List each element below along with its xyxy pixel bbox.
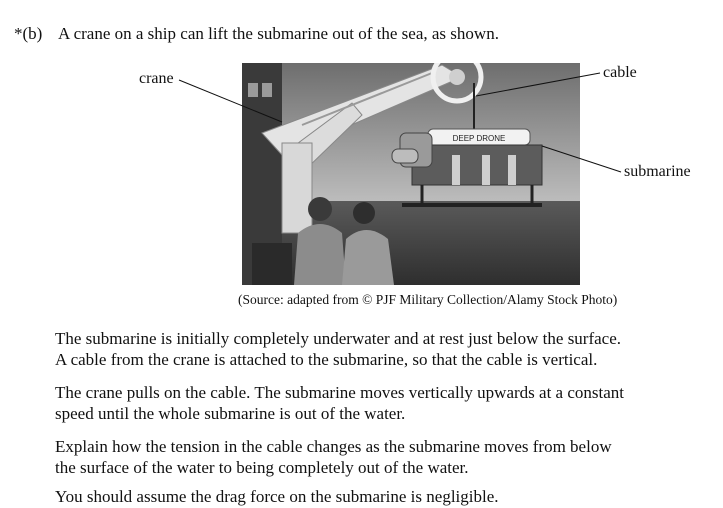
photo-caption: (Source: adapted from © PJF Military Collection/Alamy Stock Photo) [238,292,618,307]
photo-illustration [242,63,580,285]
vehicle-name-text: DEEP DRONE [452,134,506,143]
crane-submarine-photo [242,63,580,285]
question-number: *(b) [14,24,43,43]
crane-label: crane [139,70,174,87]
paragraph-3 [55,436,695,478]
question-heading [14,24,499,44]
question-intro: A crane on a ship can lift the submarine out of the sea, as shown. [58,24,499,43]
paragraph-3-line-2: the surface of the water to being completely out of the water. [55,458,469,477]
paragraph-2 [55,382,695,424]
paragraph-3-line-1: Explain how the tension in the cable changes as the submarine moves from below [55,437,612,456]
paragraph-1-line-2: A cable from the crane is attached to the submarine, so that the cable is vertical. [55,350,598,369]
cable-label: cable [603,64,637,81]
paragraph-2-line-2: speed until the whole submarine is out of the water. [55,404,406,423]
submarine-label: submarine [624,163,691,180]
paragraph-1 [55,328,695,370]
paragraph-1-line-1: The submarine is initially completely underwater and at rest just below the surface. [55,329,622,348]
paragraph-2-line-1: The crane pulls on the cable. The submarine moves vertically upwards at a constant [55,383,624,402]
paragraph-4-line-1: You should assume the drag force on the submarine is negligible. [55,487,499,506]
paragraph-4 [55,486,695,507]
